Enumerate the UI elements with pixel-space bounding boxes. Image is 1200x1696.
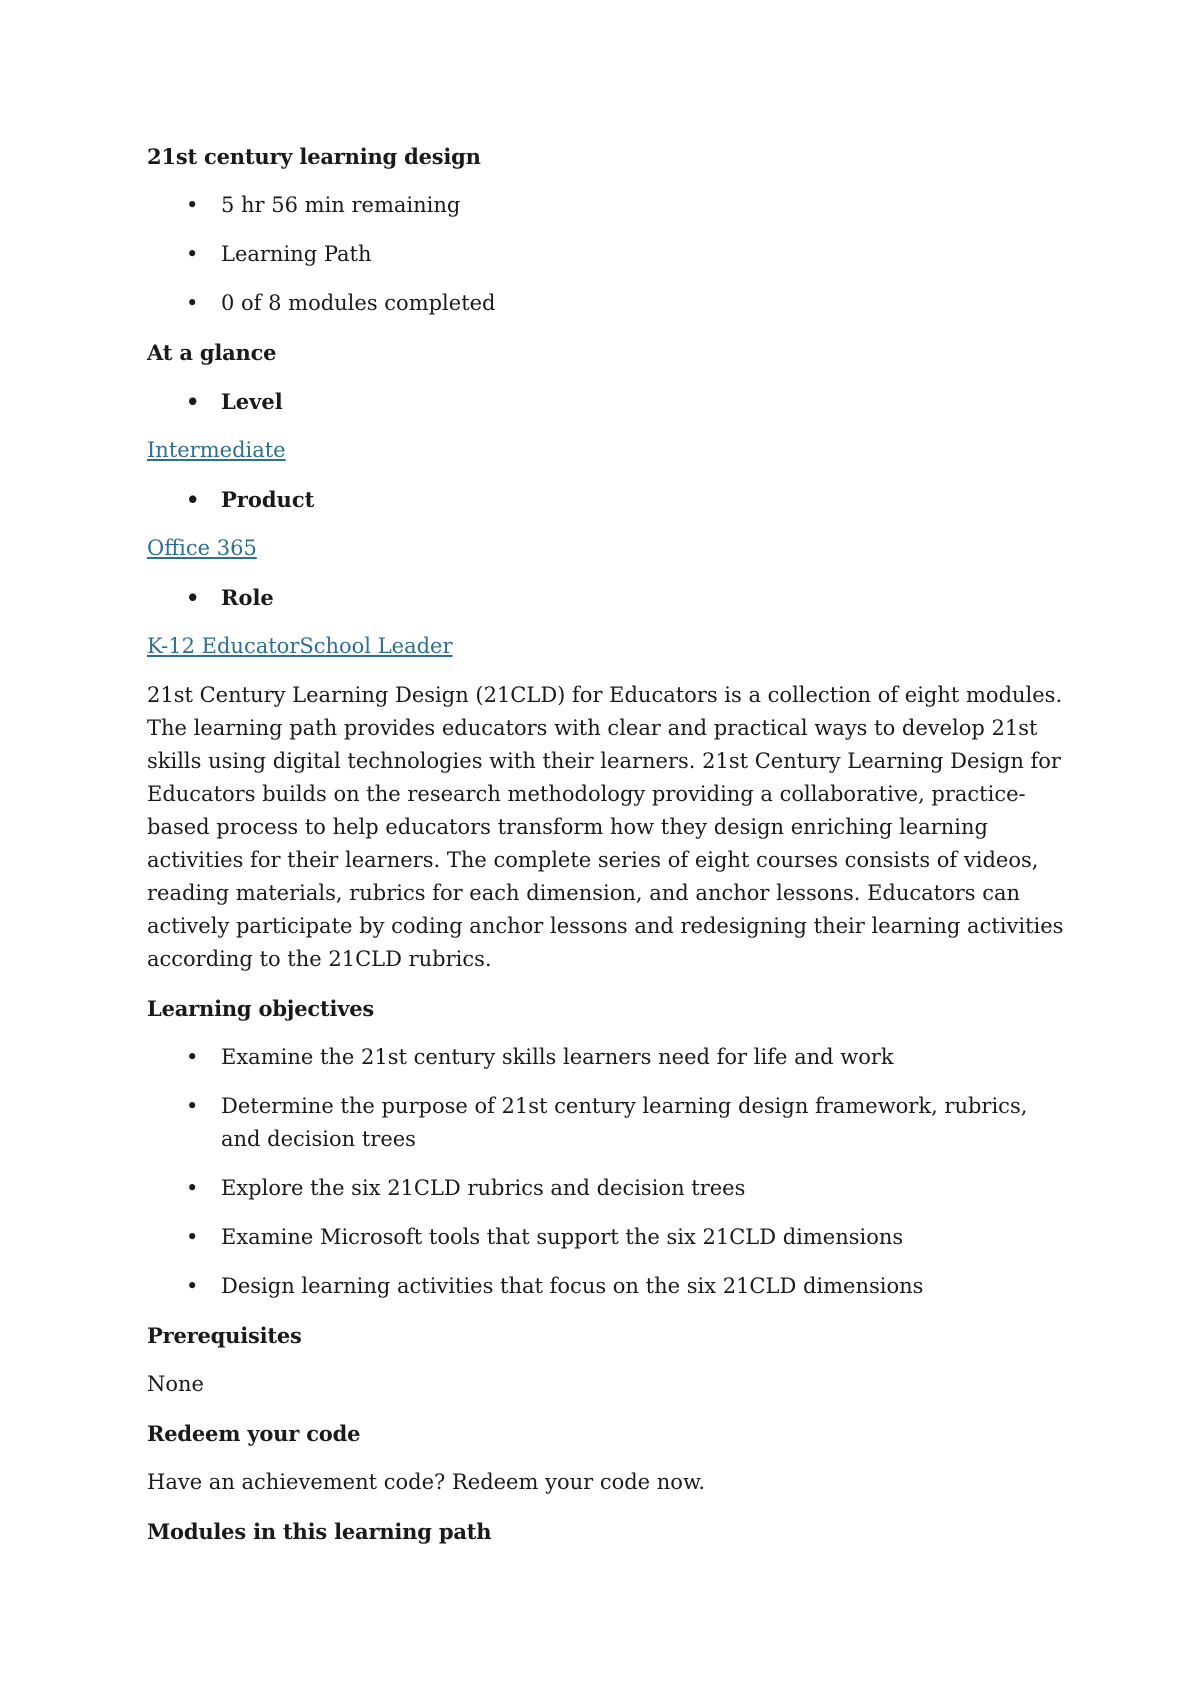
bullet-icon: • <box>186 487 200 512</box>
list-item <box>147 1090 1072 1156</box>
product-link[interactable]: Office 365 <box>147 536 257 560</box>
document-page <box>147 140 1072 1564</box>
modules-heading: Modules in this learning path <box>147 1519 492 1544</box>
redeem-heading: Redeem your code <box>147 1421 361 1446</box>
objective-text: Explore the six 21CLD rubrics and decision trees <box>221 1176 746 1200</box>
bullet-icon: • <box>186 1274 199 1298</box>
at-a-glance-heading: At a glance <box>147 340 277 365</box>
list-item <box>147 1172 1072 1205</box>
bullet-icon: • <box>186 1045 199 1069</box>
product-list <box>147 483 1072 516</box>
role-label: Role <box>221 585 274 610</box>
objectives-list <box>147 1041 1072 1303</box>
list-item <box>147 1270 1072 1303</box>
meta-list <box>147 189 1072 320</box>
product-label: Product <box>221 487 315 512</box>
level-link[interactable]: Intermediate <box>147 438 286 462</box>
bullet-icon: • <box>186 585 200 610</box>
list-item <box>147 581 1072 614</box>
description-paragraph: 21st Century Learning Design (21CLD) for Educators is a collection of eight modules. The learning path provides educators with clear and practical ways to develop 21st skills using digital technologies with their learners. 21st Century Learning Design for Educators builds on the research methodology providing a collaborative, practice-based process to help educators transform how they design enriching learning activities for their learners. The complete series of eight courses consists of videos, reading materials, rubrics for each dimension, and anchor lessons. Educators can actively participate by coding anchor lessons and redesigning their learning activities according to the 21CLD rubrics. <box>147 683 1064 971</box>
bullet-icon: • <box>186 193 199 217</box>
prerequisites-value: None <box>147 1372 204 1396</box>
list-item <box>147 238 1072 271</box>
bullet-icon: • <box>186 291 199 315</box>
prerequisites-heading: Prerequisites <box>147 1323 302 1348</box>
role-list <box>147 581 1072 614</box>
level-list <box>147 385 1072 418</box>
list-item <box>147 1041 1072 1074</box>
list-item <box>147 483 1072 516</box>
objective-text: Examine Microsoft tools that support the six 21CLD dimensions <box>221 1225 904 1249</box>
objective-text: Determine the purpose of 21st century learning design framework, rubrics, and decision trees <box>221 1094 1028 1151</box>
page-title: 21st century learning design <box>147 144 481 169</box>
list-item <box>147 385 1072 418</box>
list-item <box>147 287 1072 320</box>
role-link[interactable]: K-12 EducatorSchool Leader <box>147 634 453 658</box>
bullet-icon: • <box>186 242 199 266</box>
progress-text: 0 of 8 modules completed <box>221 291 496 315</box>
bullet-icon: • <box>186 1225 199 1249</box>
time-remaining: 5 hr 56 min remaining <box>221 193 461 217</box>
list-item <box>147 1221 1072 1254</box>
bullet-icon: • <box>186 1176 199 1200</box>
objective-text: Design learning activities that focus on the six 21CLD dimensions <box>221 1274 924 1298</box>
list-item <box>147 189 1072 222</box>
objective-text: Examine the 21st century skills learners need for life and work <box>221 1045 894 1069</box>
bullet-icon: • <box>186 389 200 414</box>
objectives-heading: Learning objectives <box>147 996 375 1021</box>
content-type: Learning Path <box>221 242 372 266</box>
level-label: Level <box>221 389 283 414</box>
bullet-icon: • <box>186 1094 199 1118</box>
redeem-text: Have an achievement code? Redeem your code now. <box>147 1470 706 1494</box>
